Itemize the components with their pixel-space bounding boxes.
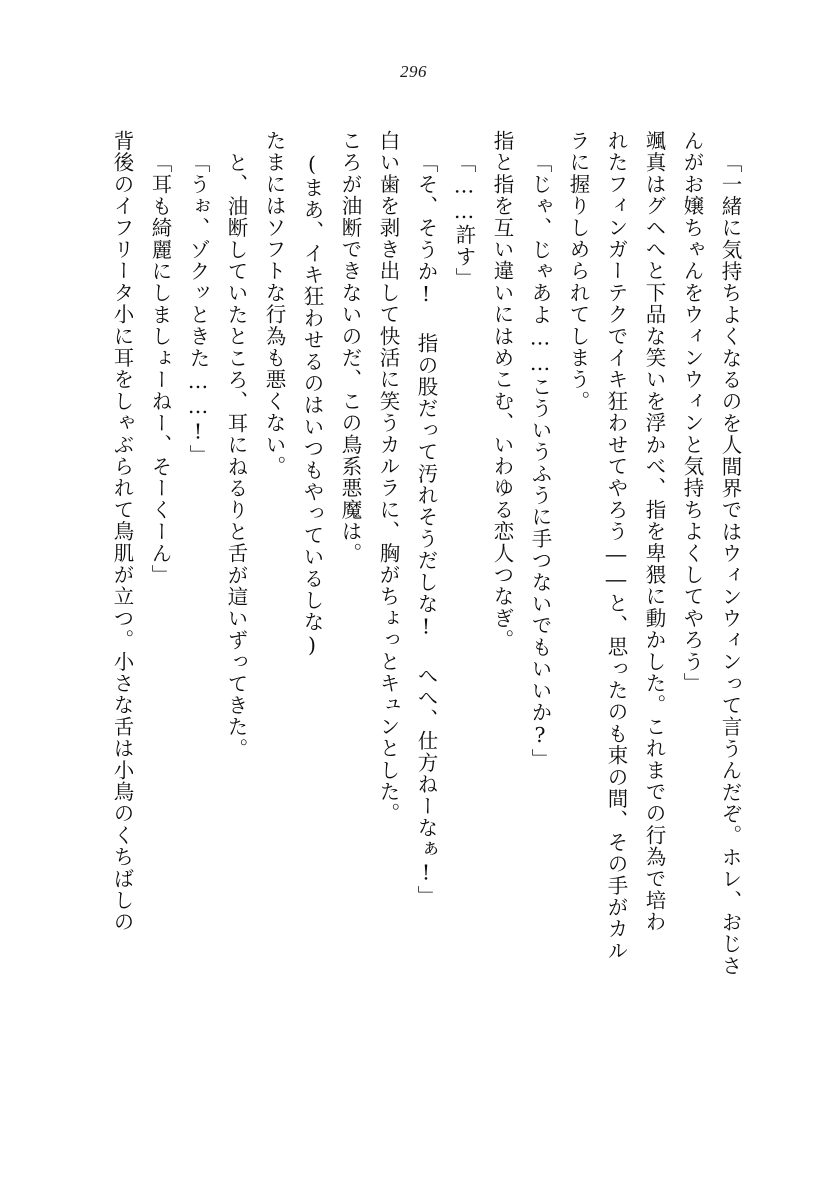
text-line: ころが油断できないのだ、この鳥系悪魔は。 (338, 130, 362, 564)
page-number: 296 (400, 62, 427, 81)
text-line: 「……許す」 (452, 152, 476, 290)
text-line: 「そ、そうか! 指の股だって汚れそうだしな! へへ、仕方ねーなぁ!」 (414, 152, 438, 908)
text-line: たまにはソフトな行為も悪くない。 (262, 130, 286, 478)
text-line: んがお嬢ちゃんをウィンウィンと気持ちよくしてやろう」 (680, 130, 704, 695)
text-line: 背後のイフリータ小に耳をしゃぶられて鳥肌が立つ。小さな舌は小鳥のくちばしの (110, 130, 134, 933)
text-line: れたフィンガーテクでイキ狂わせてやろう――と、思ったのも束の間、その手がカル (604, 130, 628, 962)
text-line: 白い歯を剥き出して快活に笑うカルラに、胸がちょっとキュンとした。 (376, 130, 400, 825)
text-line: 「耳も綺麗にしましょーねー、そーくーん」 (148, 152, 172, 586)
page-body-text (109, 130, 749, 1075)
text-line: 指と指を互い違いにはめこむ、いわゆる恋人つなぎ。 (490, 130, 514, 651)
text-line: 「一緒に気持ちよくなるのを人間界ではウィンウィンって言うんだぞ。ホレ、おじさ (718, 152, 742, 977)
text-line: (まあ、イキ狂わせるのはいつもやっているしな) (300, 152, 324, 659)
text-line: ラに握りしめられてしまう。 (566, 130, 590, 413)
text-line: 「じゃ、じゃあよ……こういうふうに手つないでもいいか?」 (528, 152, 552, 771)
text-line: 「うぉ、ゾクッときた……!」 (186, 152, 210, 467)
text-line: と、油断していたところ、耳にねるりと舌が這いずってきた。 (224, 152, 248, 760)
text-line: 颯真はグヘへと下品な笑いを浮かべ、指を卑猥に動かした。これまでの行為で培わ (642, 130, 666, 933)
